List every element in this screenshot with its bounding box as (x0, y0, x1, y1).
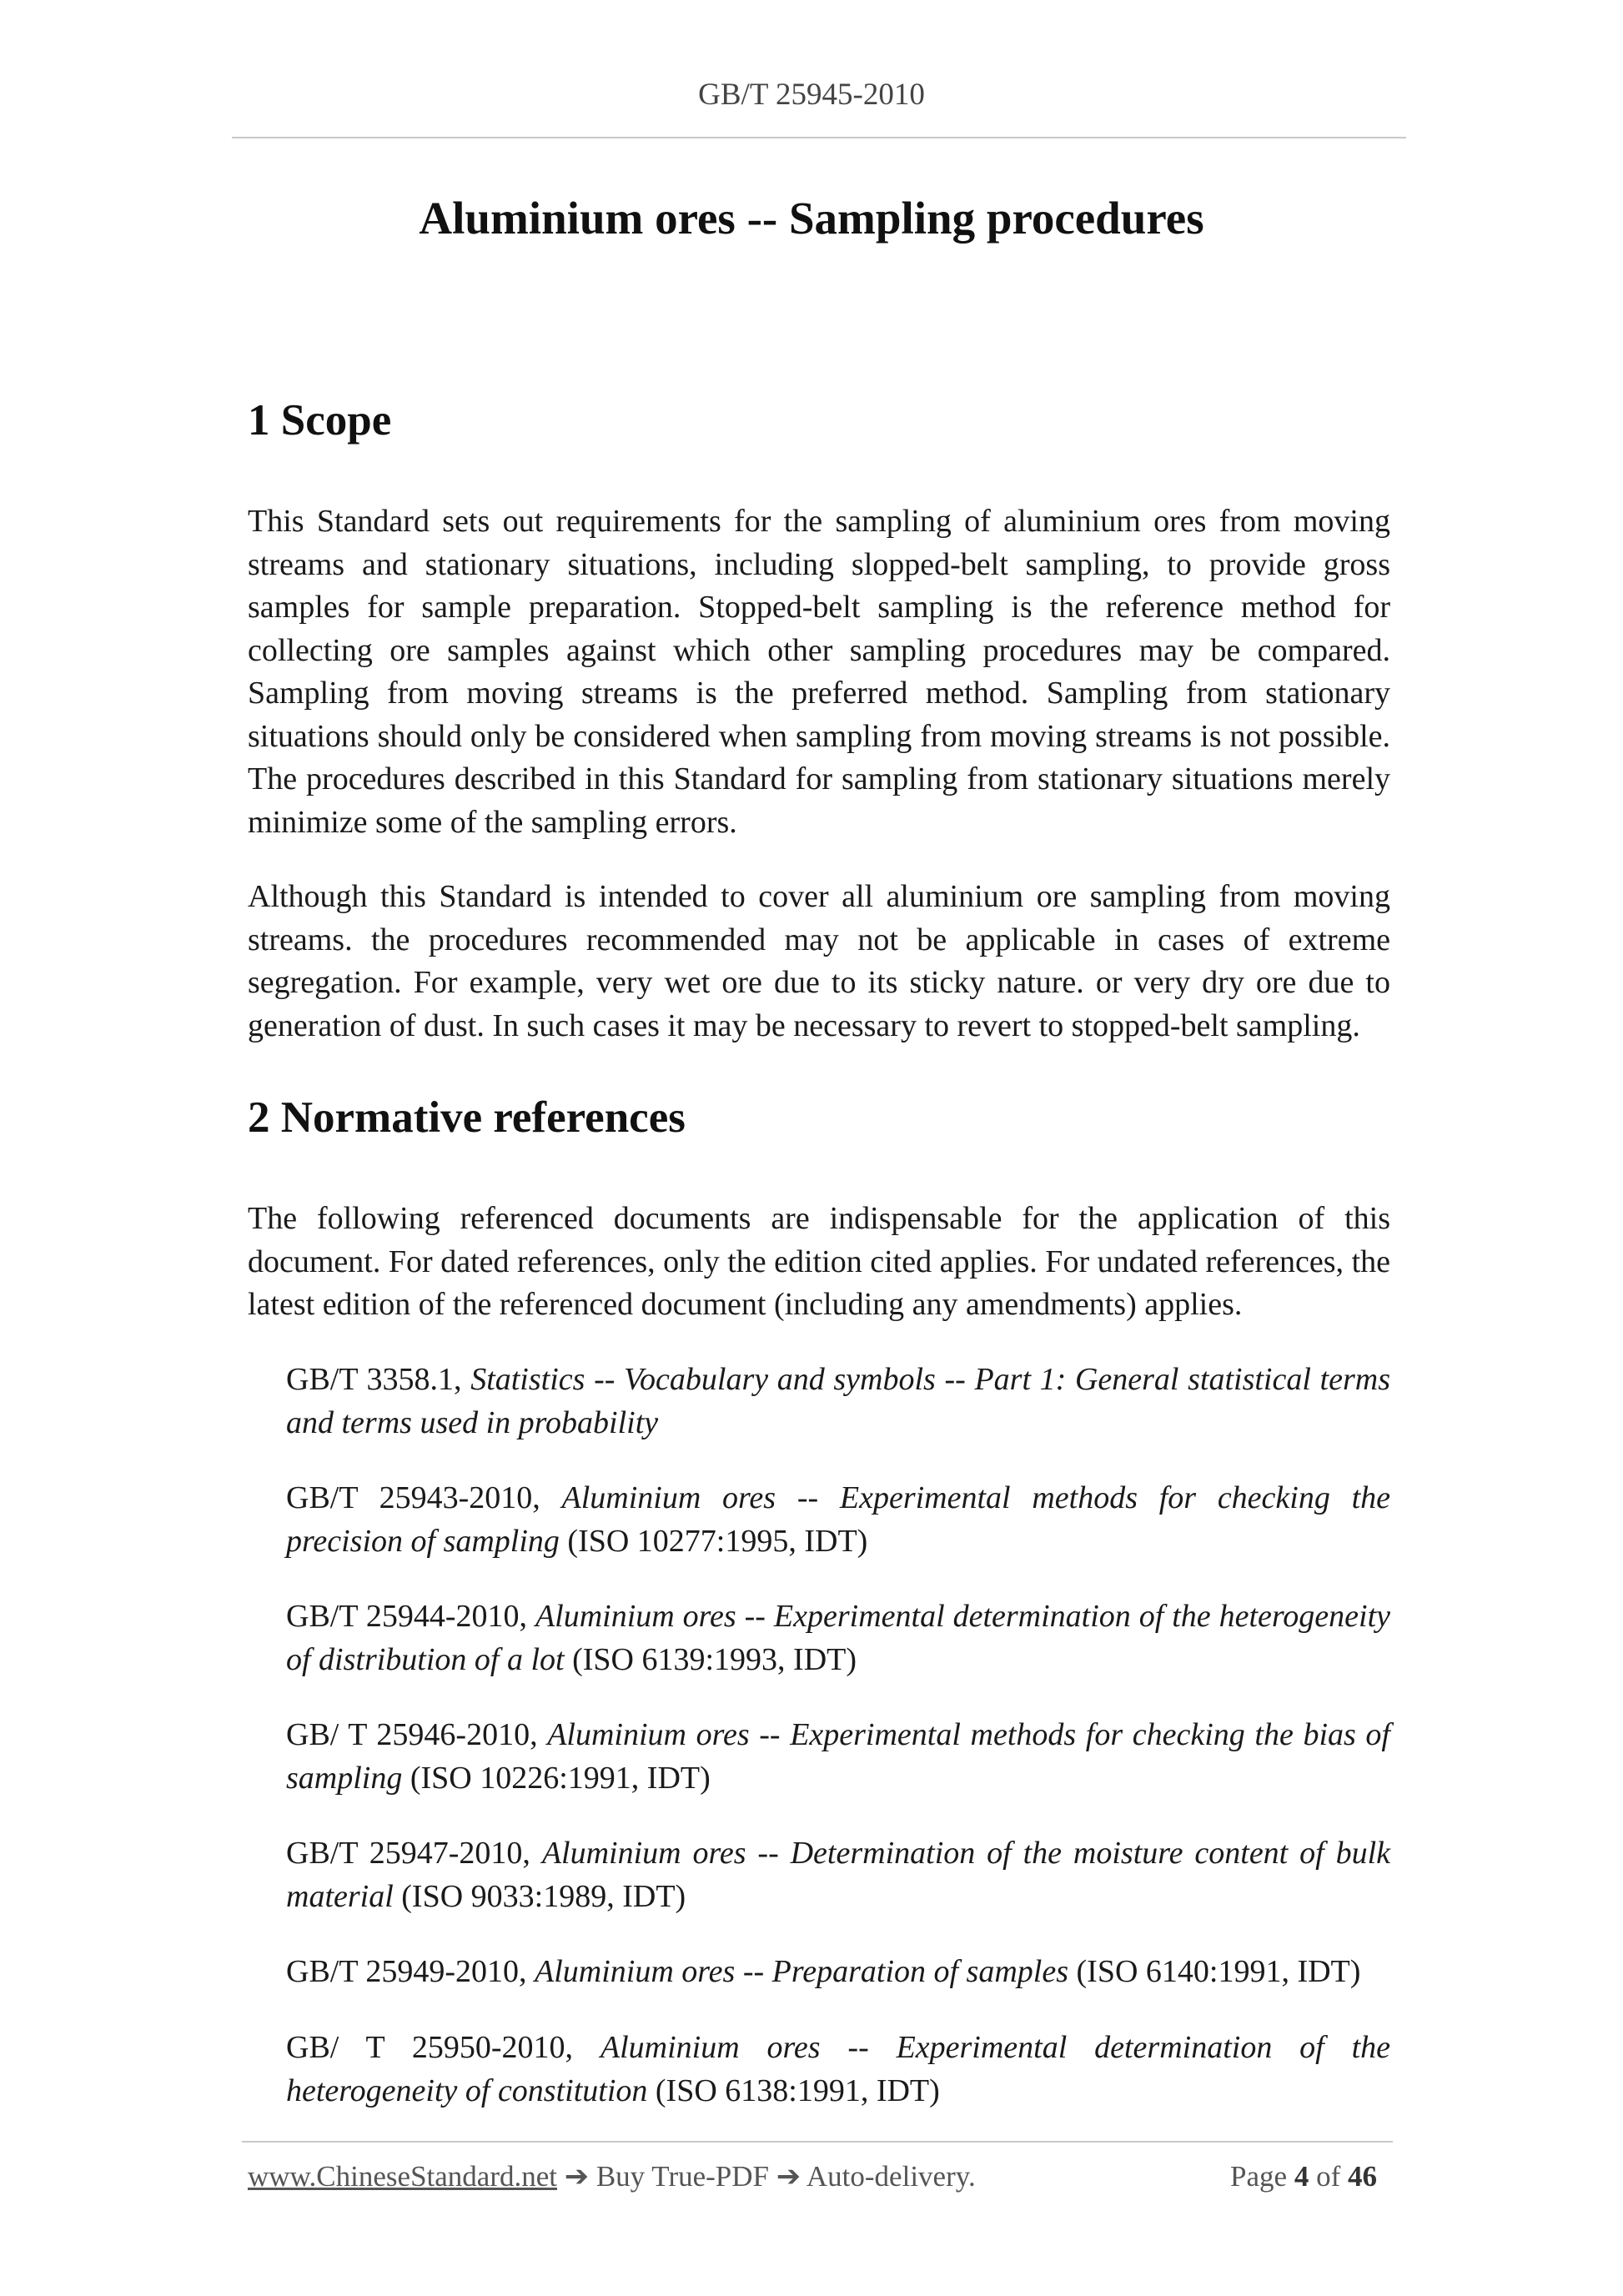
reference-item (286, 2027, 1390, 2113)
reference-suffix: (ISO 6138:1991, IDT) (655, 2072, 940, 2108)
reference-title: Statistics -- Vocabulary and symbols -- Part 1: General statistical terms and terms used in probability (286, 1362, 1391, 1440)
reference-item (286, 1832, 1390, 1918)
reference-item (286, 1951, 1390, 1994)
site-link[interactable]: www.ChineseStandard.net (248, 2160, 557, 2193)
scope-paragraph-2: Although this Standard is intended to cover all aluminium ore sampling from moving streams. the procedures recommended may not be applicable in cases of extreme segregation. For example, very wet ore due to its sticky nature. or very dry ore due to generation of dust. In such cases it may be necessary to revert to stopped-belt sampling. (248, 879, 1390, 1043)
section-heading-scope: 1 Scope (248, 396, 392, 445)
reference-code: GB/ T 25950-2010, (286, 2030, 574, 2065)
reference-code: GB/ T 25946-2010, (286, 1717, 538, 1752)
page-total: 46 (1348, 2160, 1377, 2193)
reference-item (286, 1595, 1390, 1681)
reference-suffix: (ISO 9033:1989, IDT) (401, 1878, 686, 1914)
reference-item (286, 1477, 1390, 1563)
reference-code: GB/T 25947-2010, (286, 1836, 530, 1871)
reference-suffix: (ISO 10277:1995, IDT) (567, 1523, 868, 1559)
reference-title: Aluminium ores -- Experimental determination of the heterogeneity of distribution of a lot (286, 1599, 1390, 1677)
reference-title: Aluminium ores -- Experimental methods for checking the bias of sampling (286, 1717, 1390, 1796)
reference-suffix: (ISO 10226:1991, IDT) (410, 1760, 711, 1796)
reference-code: GB/T 25944-2010, (286, 1599, 527, 1634)
page-current: 4 (1294, 2160, 1309, 2193)
reference-item (286, 1359, 1390, 1444)
page-number (1230, 2160, 1377, 2193)
reference-title: Aluminium ores -- Experimental determination of the heterogeneity of constitution (286, 2030, 1391, 2108)
page-label: Page (1230, 2160, 1288, 2193)
arrow-right-icon: ➔ (776, 2160, 801, 2193)
arrow-right-icon: ➔ (564, 2160, 590, 2193)
reference-suffix: (ISO 6139:1993, IDT) (572, 1641, 857, 1677)
reference-suffix: (ISO 6140:1991, IDT) (1076, 1954, 1361, 1989)
reference-code: GB/T 25943-2010, (286, 1480, 540, 1515)
reference-item (286, 1714, 1390, 1800)
reference-title: Aluminium ores -- Preparation of samples (535, 1954, 1069, 1989)
auto-delivery-text: Auto-delivery. (806, 2160, 976, 2193)
buy-true-pdf-text: Buy True-PDF (595, 2160, 769, 2193)
reference-title: Aluminium ores -- Experimental methods for checking the precision of sampling (286, 1480, 1391, 1559)
reference-code: GB/T 3358.1, (286, 1362, 462, 1397)
footer-promo (248, 2160, 976, 2193)
header-divider (232, 137, 1406, 138)
running-header: GB/T 25945-2010 (698, 78, 925, 112)
reference-code: GB/T 25949-2010, (286, 1954, 527, 1989)
normative-intro-paragraph: The following referenced documents are indispensable for the application of this document. For dated references, only the edition cited applies. For undated references, the latest edition of the referenced document (including any amendments) applies. (248, 1201, 1390, 1322)
of-label: of (1316, 2160, 1341, 2193)
reference-title: Aluminium ores -- Determination of the moisture content of bulk material (286, 1836, 1391, 1914)
document-title: Aluminium ores -- Sampling procedures (419, 193, 1204, 244)
footer-divider (242, 2141, 1393, 2143)
section-heading-normative-references: 2 Normative references (248, 1093, 686, 1142)
scope-paragraph-1: This Standard sets out requirements for the sampling of aluminium ores from moving streams and stationary situations, including slopped-belt sampling, to provide gross samples for sample preparation. Stopped-belt sampling is the reference method for collecting ore samples against which other sampling procedures may be compared. Sampling from moving streams is the preferred method. Sampling from stationary situations should only be considered when sampling from moving streams is not possible. The procedures described in this Standard for sampling from stationary situations merely minimize some of the sampling errors. (248, 504, 1390, 840)
